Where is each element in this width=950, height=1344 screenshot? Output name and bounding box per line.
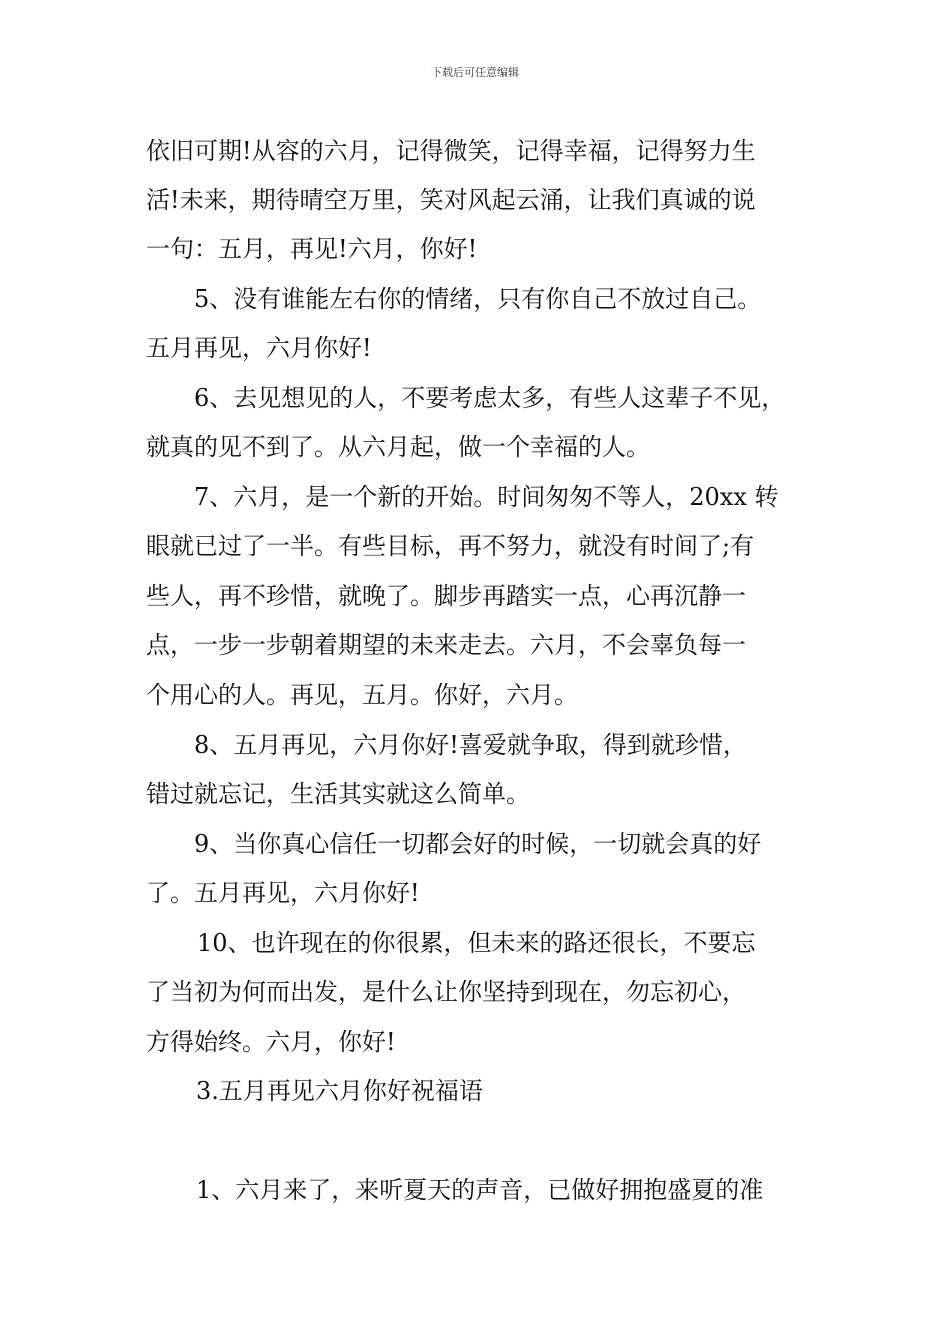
body-line: 9、当你真心信任一切都会好的时候，一切就会真的好	[194, 830, 762, 858]
body-line: 错过就忘记，生活其实就这么简单。	[146, 780, 530, 808]
body-line: 了。五月再见，六月你好!	[146, 879, 420, 907]
body-line: 8、五月再见，六月你好!喜爱就争取，得到就珍惜，	[194, 731, 747, 759]
body-line: 7、六月，是一个新的开始。时间匆匆不等人，20xx 转	[194, 483, 779, 511]
body-line: 点，一步一步朝着期望的未来走去。六月，不会辜负每一	[146, 631, 746, 659]
page-header: 下载后可任意编辑	[431, 66, 519, 79]
body-line: 一句：五月，再见!六月，你好!	[146, 235, 478, 263]
body-line: 依旧可期!从容的六月，记得微笑，记得幸福，记得努力生	[146, 137, 756, 165]
body-line: 6、去见想见的人，不要考虑太多，有些人这辈子不见，	[194, 384, 786, 412]
body-line: 个用心的人。再见，五月。你好，六月。	[146, 681, 578, 709]
body-line: 了当初为何而出发，是什么让你坚持到现在，勿忘初心，	[146, 978, 746, 1006]
body-line: 就真的见不到了。从六月起，做一个幸福的人。	[146, 433, 650, 461]
body-line: 眼就已过了一半。有些目标，再不努力，就没有时间了;有	[146, 532, 755, 560]
body-line: 5、没有谁能左右你的情绪，只有你自己不放过自己。	[194, 285, 762, 313]
body-line: 方得始终。六月，你好!	[146, 1028, 396, 1056]
body-line: 五月再见，六月你好!	[146, 334, 372, 362]
body-line: 1、六月来了，来听夏天的声音，已做好拥抱盛夏的准	[196, 1176, 764, 1204]
body-line: 些人，再不珍惜，就晚了。脚步再踏实一点，心再沉静一	[146, 582, 746, 610]
section-heading: 3.五月再见六月你好祝福语	[196, 1077, 483, 1105]
body-line: 10、也许现在的你很累，但未来的路还很长，不要忘	[197, 929, 756, 957]
body-line: 活!未来，期待晴空万里，笑对风起云涌，让我们真诚的说	[146, 186, 756, 214]
